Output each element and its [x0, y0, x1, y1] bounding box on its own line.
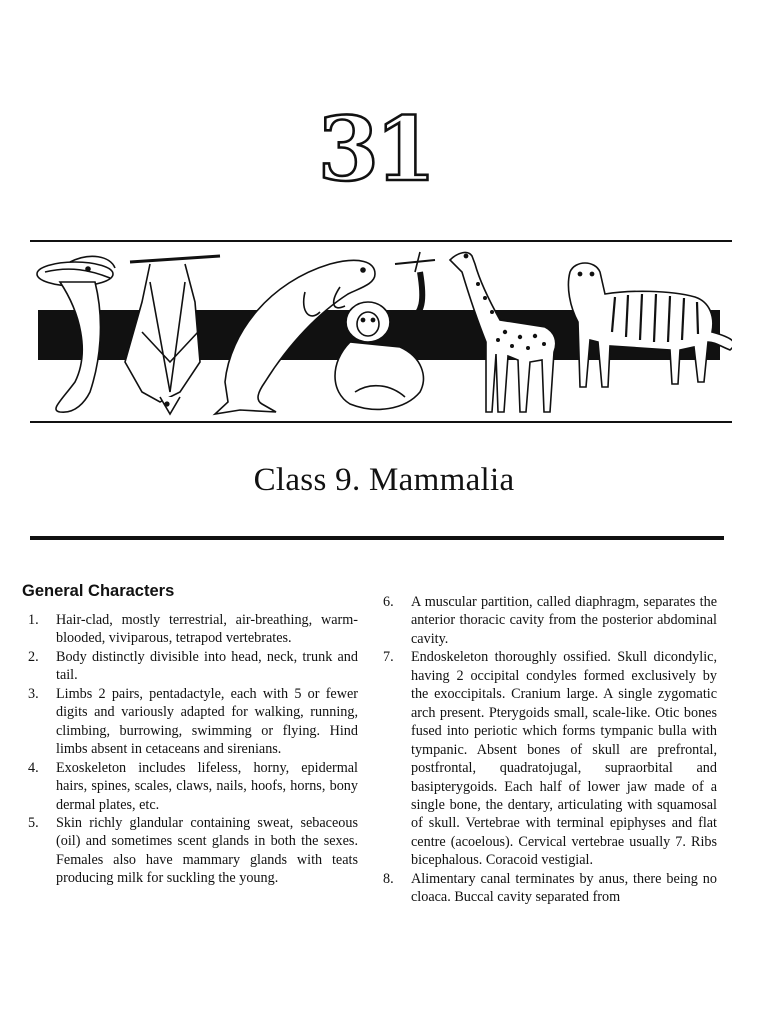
chapter-title: Class 9. Mammalia — [253, 462, 515, 498]
chapter-number — [300, 97, 450, 201]
item-text: Body distinctly divisible into head, neck, trunk and tail. — [56, 648, 358, 684]
list-item — [28, 648, 358, 685]
item-text: Alimentary canal terminates by anus, there being no cloaca. Buccal cavity separated from — [411, 870, 717, 906]
item-text: Limbs 2 pairs, pentadactyle, each with 5 or fewer digits and variously adapted for walking, running, climbing, burrowing, swimming or flying. Hind limbs absent in cetaceans and sirenians. — [56, 685, 358, 758]
list-item — [383, 648, 717, 869]
right-column — [383, 593, 717, 907]
item-number: 2. — [28, 648, 39, 665]
item-text: A muscular partition, called diaphragm, separates the anterior thoracic cavity from the posterior abdominal cavity. — [411, 594, 717, 647]
item-number: 5. — [28, 814, 39, 831]
item-number: 3. — [28, 685, 39, 702]
item-number: 4. — [28, 759, 39, 776]
list-item — [383, 593, 717, 648]
item-number: 1. — [28, 612, 39, 628]
item-text: Skin richly glandular containing sweat, sebaceous (oil) and sometimes scent glands in both the sexes. Females also have mammary glands with teats producing milk for suckling the young. — [56, 814, 358, 887]
list-item — [383, 870, 717, 907]
left-column — [28, 611, 358, 888]
item-text: Endoskeleton thoroughly ossified. Skull dicondylic, having 2 occipital condyles formed exclusively by the exoccipitals. Cranium large. A single zygomatic arch present. Pterygoids small, scale-like. Otic bones fused into periotic which forms tympanic bulla with tympanic. Absent bones of skull are prefrontal, postfrontal, quadratojugal, supraorbital and basipterygoids. Each half of lower jaw made of a single bone, the dentary, articulating with squamosal of skull. Vertebrae with terminal epiphyses and flat centre (acoelous). Cervical vertebrae usually 7. Ribs bicephalous. Coracoid vestigial. — [411, 649, 717, 869]
title-rule — [30, 536, 724, 540]
list-item — [28, 759, 358, 814]
list-item — [28, 685, 358, 759]
item-number: 7. — [383, 649, 394, 666]
animal-banner — [30, 242, 732, 420]
banner-bottom-rule — [30, 421, 732, 423]
item-text: Hair-clad, mostly terrestrial, air-breathing, warm-blooded, viviparous, tetrapod vertebrates. — [56, 612, 358, 647]
section-heading: General Characters — [22, 582, 175, 600]
item-text: Exoskeleton includes lifeless, horny, epidermal hairs, spines, scales, claws, nails, hoofs, horns, bony dermal plates, etc. — [56, 759, 358, 813]
chapter-number-text: 31 — [317, 97, 433, 201]
item-number: 8. — [383, 870, 394, 887]
item-number: 6. — [383, 594, 394, 610]
list-item — [28, 611, 358, 648]
tiger-illustration — [568, 263, 732, 387]
list-item — [28, 814, 358, 888]
